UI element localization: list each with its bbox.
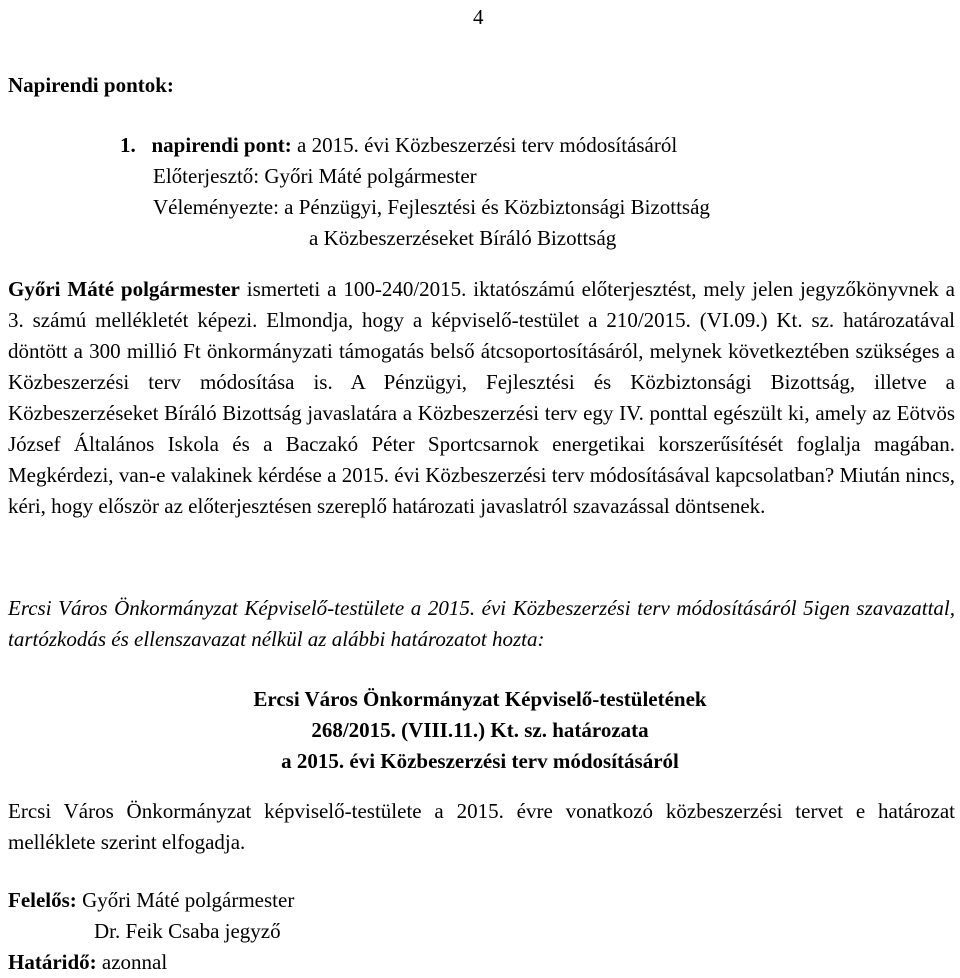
responsible-person-1: Győri Máté polgármester — [76, 888, 295, 912]
agenda-label: napirendi pont: — [151, 133, 292, 157]
agenda-title: a 2015. évi Közbeszerzési terv módosításáról — [297, 133, 678, 157]
discussion-paragraph — [8, 274, 955, 522]
speaker-name: Győri Máté polgármester — [8, 277, 240, 301]
resolution-title-line-1: Ercsi Város Önkormányzat Képviselő-testületének — [253, 687, 707, 711]
agenda-reviewer-2: a Közbeszerzéseket Bíráló Bizottság — [309, 226, 617, 250]
resolution-title-line-2: 268/2015. (VIII.11.) Kt. sz. határozata — [311, 718, 649, 742]
resolution-title — [0, 684, 960, 777]
vote-paragraph: Ercsi Város Önkormányzat Képviselő-testülete a 2015. évi Közbeszerzési terv módosításáról 5igen szavazattal, tartózkodás és ellenszavazat nélkül az alábbi határozatot hozta: — [8, 596, 955, 651]
responsible-label: Felelős: — [8, 888, 77, 912]
agenda-heading: Napirendi pontok: — [8, 73, 174, 97]
agenda-item — [120, 130, 940, 254]
agenda-title-line — [120, 130, 940, 161]
responsible-line — [8, 885, 908, 916]
deadline-label: Határidő: — [8, 950, 97, 974]
signature-block — [8, 885, 908, 978]
responsible-person-2: Dr. Feik Csaba jegyző — [94, 919, 281, 943]
deadline-line — [8, 947, 908, 978]
agenda-presenter: Előterjesztő: Győri Máté polgármester — [153, 164, 477, 188]
agenda-reviewer-1: Véleményezte: a Pénzügyi, Fejlesztési és Közbiztonsági Bizottság — [153, 195, 710, 219]
agenda-number: 1. — [120, 133, 136, 157]
discussion-text: ismerteti a 100-240/2015. iktatószámú előterjesztést, mely jelen jegyzőkönyvnek a 3. számú mellékletét képezi. Elmondja, hogy a képviselő-testület a 210/2015. (VI.09.) Kt. sz. határozatával döntött a 300 millió Ft önkormányzati támogatás belső átcsoportosításáról, melynek következtében szükséges a Közbeszerzési terv módosítása is. A Pénzügyi, Fejlesztési és Közbiztonsági Bizottság, illetve a Közbeszerzéseket Bíráló Bizottság javaslatára a Közbeszerzési terv egy IV. ponttal egészült ki, amely az Eötvös József Általános Iskola és a Baczakó Péter Sportcsarnok energetikai korszerűsítését foglalja magában. Megkérdezi, van-e valakinek kérdése a 2015. évi Közbeszerzési terv módosításával kapcsolatban? Miután nincs, kéri, hogy először az előterjesztésen szereplő határozati javaslatról szavazással döntsenek. — [8, 277, 955, 518]
page-number: 4 — [473, 5, 484, 29]
resolution-title-line-3: a 2015. évi Közbeszerzési terv módosításáról — [281, 749, 679, 773]
resolution-text: Ercsi Város Önkormányzat képviselő-testülete a 2015. évre vonatkozó közbeszerzési tervet e határozat melléklete szerint elfogadja. — [8, 799, 955, 854]
deadline-value: azonnal — [96, 950, 168, 974]
